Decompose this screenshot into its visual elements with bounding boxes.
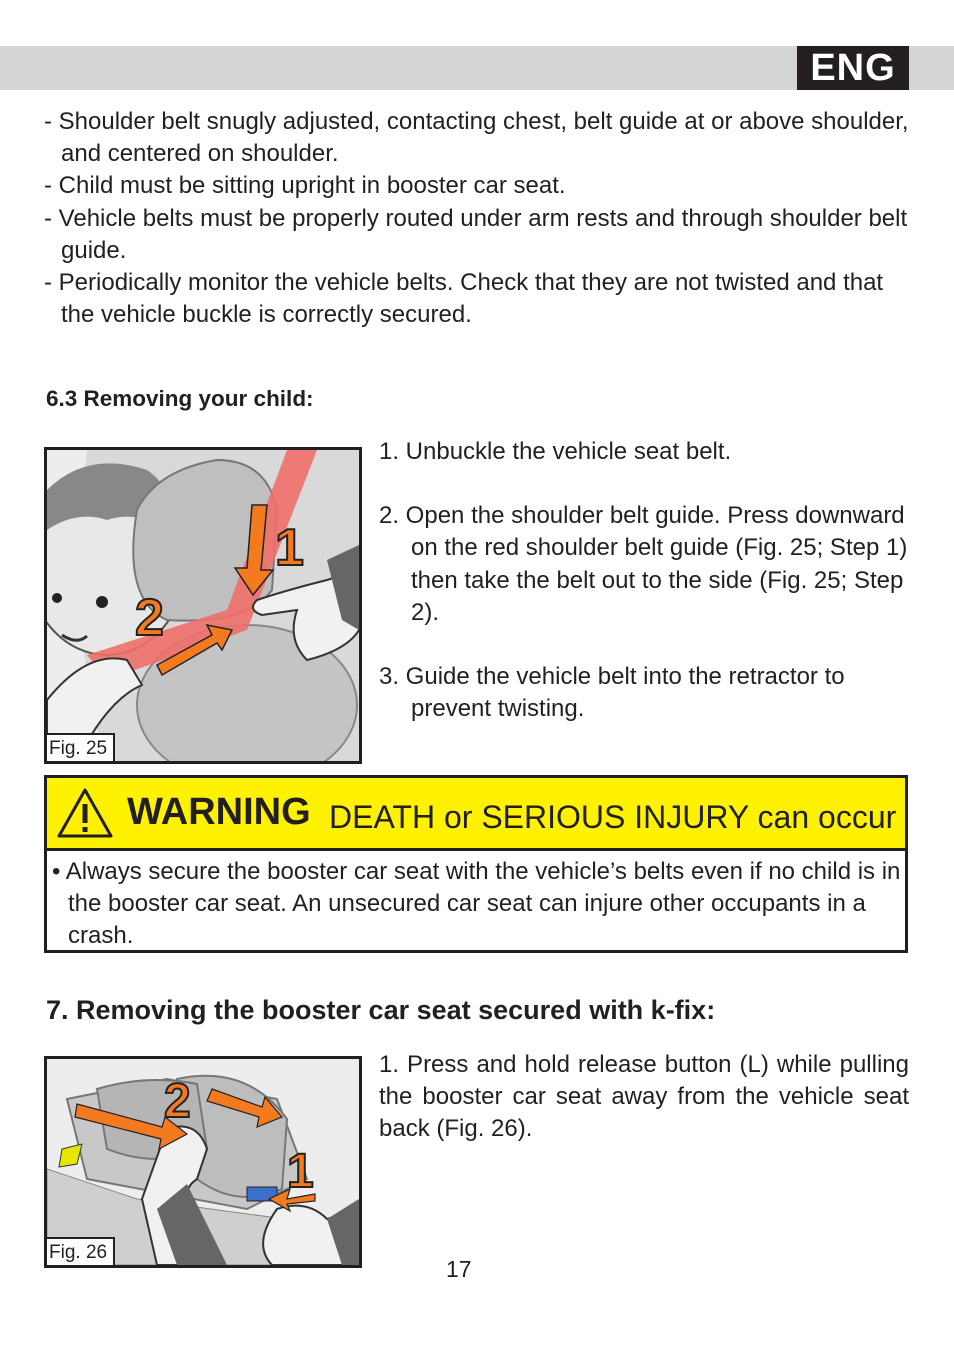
language-badge: ENG — [797, 46, 909, 90]
page-number: 17 — [446, 1256, 472, 1282]
list-item: - Vehicle belts must be properly routed under arm rests and through shoulder belt guide. — [44, 204, 908, 264]
figure-26-step-2: 2 — [164, 1075, 191, 1128]
figure-25-label: Fig. 25 — [47, 733, 115, 761]
warning-text: • Always secure the booster car seat with the vehicle’s belts even if no child is in the booster car seat. An unsecured car seat can injure other occupants in a crash. — [52, 858, 901, 949]
figure-26 — [44, 1056, 362, 1268]
list-item: - Child must be sitting upright in booster car seat. — [44, 172, 566, 200]
warning-box — [44, 775, 908, 953]
warning-word: WARNING — [127, 791, 311, 833]
figure-26-step-1: 1 — [287, 1145, 314, 1198]
section-heading-removing-kfix: 7. Removing the booster car seat secured with k-fix: — [46, 995, 716, 1025]
figure-26-illustration — [47, 1059, 359, 1265]
step-item: 2. Open the shoulder belt guide. Press downward on the red shoulder belt guide (Fig. 25; Step 1) then take the belt out to the side (Fig. 25; Step 2). — [379, 502, 908, 626]
figure-25 — [44, 447, 362, 764]
figure-26-label: Fig. 26 — [47, 1237, 115, 1265]
warning-subtitle: DEATH or SERIOUS INJURY can occur — [329, 799, 897, 835]
step-item: 1. Unbuckle the vehicle seat belt. — [379, 438, 732, 465]
removing-child-steps — [379, 436, 909, 725]
warning-triangle-icon — [56, 787, 114, 839]
kfix-step: 1. Press and hold release button (L) while pulling the booster car seat away from the vehicle seat back (Fig. 26). — [379, 1051, 909, 1143]
step-item: 3. Guide the vehicle belt into the retractor to prevent twisting. — [379, 663, 845, 723]
figure-25-illustration — [47, 450, 359, 761]
section-heading-removing-child: 6.3 Removing your child: — [46, 386, 314, 411]
warning-header — [47, 778, 905, 851]
figure-25-step-2: 2 — [135, 589, 164, 647]
list-item: - Periodically monitor the vehicle belts. Check that they are not twisted and that the vehicle buckle is correctly secured. — [44, 269, 884, 329]
belt-check-list — [44, 106, 914, 331]
figure-25-step-1: 1 — [275, 519, 304, 577]
warning-body — [47, 851, 905, 952]
list-item: - Shoulder belt snugly adjusted, contacting chest, belt guide at or above shoulder, and centered on shoulder. — [44, 108, 909, 168]
